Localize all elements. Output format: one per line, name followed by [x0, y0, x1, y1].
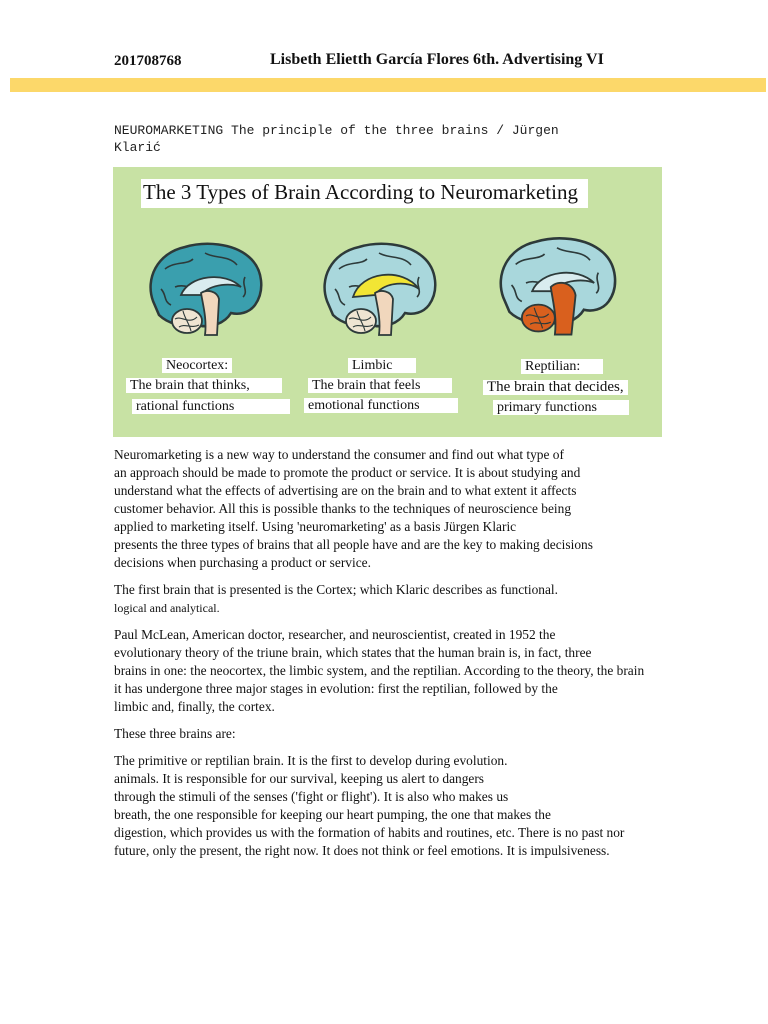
- text-line: customer behavior. All this is possible thanks to the techniques of neuroscience being: [114, 501, 572, 516]
- title-line: Klarić: [114, 140, 161, 155]
- document-title: [114, 122, 654, 156]
- header-accent-bar: [10, 78, 766, 92]
- reptilian-desc-line1: The brain that decides,: [483, 380, 628, 395]
- text-line: limbic and, finally, the cortex.: [114, 699, 275, 714]
- text-line: logical and analytical.: [114, 601, 220, 615]
- student-id: 201708768: [114, 53, 182, 69]
- limbic-desc-line1: The brain that feels: [308, 378, 452, 393]
- text-line: digestion, which provides us with the formation of habits and routines, etc. There is no past nor: [114, 825, 625, 840]
- text-line: presents the three types of brains that all people have and are the key to making decisions: [114, 537, 593, 552]
- text-line: an approach should be made to promote the product or service. It is about studying and: [114, 465, 581, 480]
- text-line: These three brains are:: [114, 726, 236, 741]
- neocortex-name-label: Neocortex:: [162, 358, 232, 373]
- text-line: The primitive or reptilian brain. It is the first to develop during evolution.: [114, 753, 508, 768]
- paragraph-mclean: [114, 626, 674, 716]
- neocortex-desc-line1: The brain that thinks,: [126, 378, 282, 393]
- paragraph-cortex: [114, 581, 674, 617]
- author-line: Lisbeth Elietth García Flores 6th. Advertising VI: [270, 51, 604, 68]
- document-body: [114, 446, 674, 869]
- reptilian-name-label: Reptilian:: [521, 359, 603, 374]
- reptilian-desc-line2: primary functions: [493, 400, 629, 415]
- neocortex-desc-line2: rational functions: [132, 399, 290, 414]
- page-header: [0, 48, 768, 78]
- paragraph-intro: [114, 446, 674, 572]
- paragraph-reptilian: [114, 752, 674, 860]
- text-line: it has undergone three major stages in evolution: first the reptilian, followed by the: [114, 681, 558, 696]
- text-line: Neuromarketing is a new way to understand the consumer and find out what type of: [114, 447, 564, 462]
- limbic-desc-line2: emotional functions: [304, 398, 458, 413]
- limbic-name-label: Limbic: [348, 358, 416, 373]
- neocortex-brain-icon: [145, 239, 267, 339]
- text-line: brains in one: the neocortex, the limbic system, and the reptilian. According to the theory, the brain: [114, 663, 645, 678]
- limbic-brain-icon: [319, 239, 441, 339]
- infographic-title: The 3 Types of Brain According to Neuromarketing: [141, 179, 588, 208]
- text-line: understand what the effects of advertising are on the brain and to what extent it affects: [114, 483, 577, 498]
- text-line: future, only the present, the right now. It does not think or feel emotions. It is impulsiveness.: [114, 843, 610, 858]
- text-line: applied to marketing itself. Using 'neuromarketing' as a basis Jürgen Klaric: [114, 519, 517, 534]
- text-line: breath, the one responsible for keeping our heart pumping, the one that makes the: [114, 807, 551, 822]
- text-line: The first brain that is presented is the Cortex; which Klaric describes as functional.: [114, 582, 558, 597]
- text-line: decisions when purchasing a product or service.: [114, 555, 371, 570]
- text-line: through the stimuli of the senses ('fight or flight'). It is also who makes us: [114, 789, 509, 804]
- text-line: evolutionary theory of the triune brain, which states that the human brain is, in fact, three: [114, 645, 592, 660]
- title-line: NEUROMARKETING The principle of the three brains / Jürgen: [114, 123, 559, 138]
- three-brains-infographic: [113, 167, 662, 437]
- text-line: animals. It is responsible for our survival, keeping us alert to dangers: [114, 771, 485, 786]
- text-line: Paul McLean, American doctor, researcher, and neuroscientist, created in 1952 the: [114, 627, 556, 642]
- reptilian-brain-icon: [495, 233, 621, 337]
- paragraph-three-brains: [114, 725, 674, 743]
